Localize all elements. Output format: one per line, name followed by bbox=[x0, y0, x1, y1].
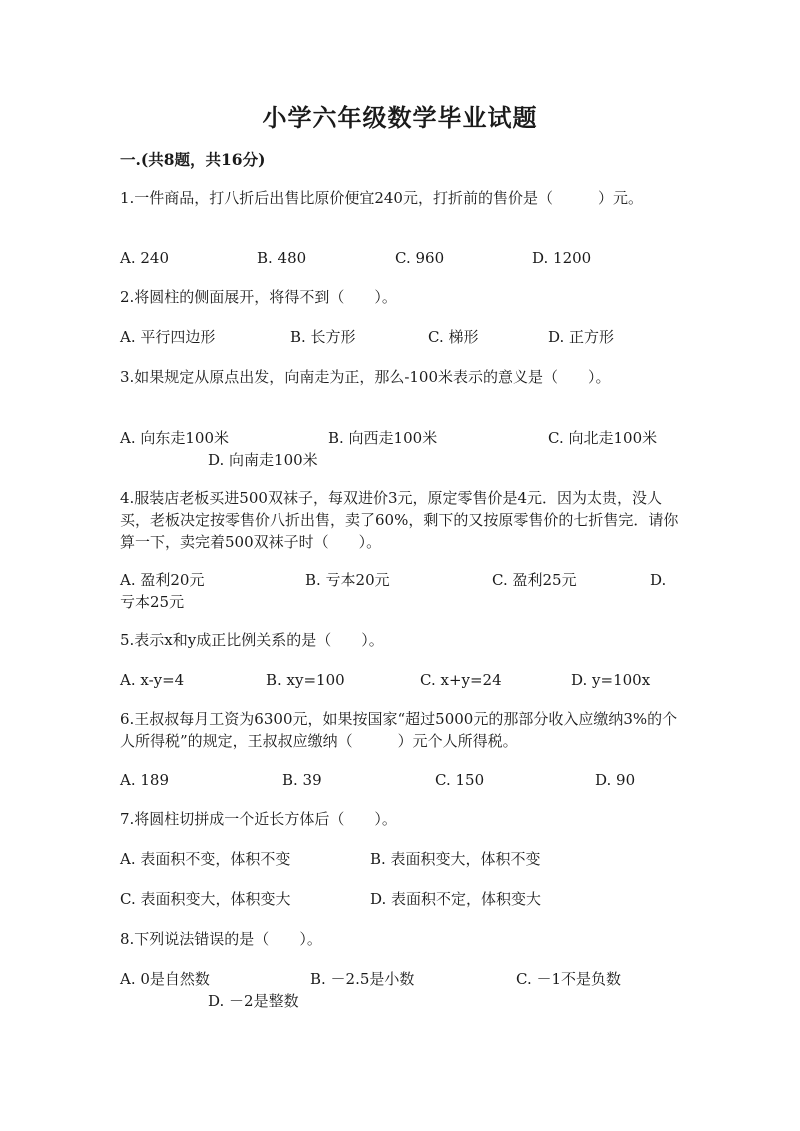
options-q1 bbox=[120, 247, 680, 269]
question-5: 5.表示x和y成正比例关系的是（ ）。 bbox=[120, 631, 384, 649]
option-a[interactable]: A. 表面积不变，体积不变 bbox=[120, 850, 291, 868]
option-b[interactable]: B. 向西走100米 bbox=[328, 429, 438, 447]
option-d[interactable]: D. y=100x bbox=[571, 671, 651, 689]
option-b[interactable]: B. xy=100 bbox=[266, 671, 345, 689]
option-d[interactable]: D. 表面积不定，体积变大 bbox=[370, 890, 542, 908]
options-q7-row1 bbox=[120, 848, 680, 870]
question-4: 4.服装店老板买进500双袜子，每双进价3元，原定零售价是4元．因为太贵，没人买，老板决定按零售价八折出售，卖了60%，剩下的又按原零售价的七折售完．请你算一下，卖完着500双袜子时（ ）。 bbox=[120, 489, 679, 551]
option-b[interactable]: B. －2.5是小数 bbox=[310, 970, 415, 988]
options-q3 bbox=[120, 427, 680, 449]
option-d-label[interactable]: D. bbox=[650, 571, 667, 589]
option-c[interactable]: C. 盈利25元 bbox=[492, 571, 577, 589]
option-a[interactable]: A. 平行四边形 bbox=[120, 328, 216, 346]
option-c[interactable]: C. 表面积变大，体积变大 bbox=[120, 890, 291, 908]
option-d[interactable]: D. 正方形 bbox=[548, 328, 615, 346]
question-7: 7.将圆柱切拼成一个近长方体后（ ）。 bbox=[120, 810, 397, 828]
option-c[interactable]: C. 向北走100米 bbox=[548, 429, 658, 447]
option-c[interactable]: C. 150 bbox=[435, 771, 485, 789]
option-b[interactable]: B. 480 bbox=[257, 249, 307, 267]
option-d[interactable]: D. 向南走100米 bbox=[208, 451, 318, 469]
question-2: 2.将圆柱的侧面展开，将得不到（ ）。 bbox=[120, 288, 397, 306]
option-b[interactable]: B. 39 bbox=[282, 771, 322, 789]
option-d[interactable]: D. 90 bbox=[595, 771, 636, 789]
question-3: 3.如果规定从原点出发，向南走为正，那么-100米表示的意义是（ ）。 bbox=[120, 368, 611, 386]
option-b[interactable]: B. 长方形 bbox=[290, 328, 356, 346]
option-c[interactable]: C. 960 bbox=[395, 249, 445, 267]
option-a[interactable]: A. 盈利20元 bbox=[120, 571, 205, 589]
options-q7-row2 bbox=[120, 888, 680, 910]
options-q8 bbox=[120, 968, 680, 990]
option-d-text[interactable]: 亏本25元 bbox=[120, 593, 185, 611]
option-d[interactable]: D. －2是整数 bbox=[208, 992, 299, 1010]
options-q5 bbox=[120, 669, 680, 691]
options-q2 bbox=[120, 326, 680, 348]
page-title: 小学六年级数学毕业试题 bbox=[262, 103, 538, 132]
option-c[interactable]: C. 梯形 bbox=[428, 328, 479, 346]
option-b[interactable]: B. 亏本20元 bbox=[305, 571, 390, 589]
option-a[interactable]: A. 240 bbox=[120, 249, 169, 267]
options-q6 bbox=[120, 769, 680, 791]
option-c[interactable]: C. －1不是负数 bbox=[516, 970, 622, 988]
option-d[interactable]: D. 1200 bbox=[532, 249, 592, 267]
question-8: 8.下列说法错误的是（ ）。 bbox=[120, 930, 322, 948]
option-a[interactable]: A. 0是自然数 bbox=[120, 970, 210, 988]
option-a[interactable]: A. 189 bbox=[120, 771, 169, 789]
question-6: 6.王叔叔每月工资为6300元，如果按国家“超过5000元的那部分收入应缴纳3%的个人所得税”的规定，王叔叔应缴纳（ ）元个人所得税。 bbox=[120, 710, 678, 750]
option-a[interactable]: A. 向东走100米 bbox=[120, 429, 229, 447]
question-1: 1.一件商品，打八折后出售比原价便宜240元，打折前的售价是（ ）元。 bbox=[120, 189, 643, 207]
option-b[interactable]: B. 表面积变大，体积不变 bbox=[370, 850, 541, 868]
option-a[interactable]: A. x-y=4 bbox=[120, 671, 185, 689]
section-heading: 一.(共8题，共16分) bbox=[120, 150, 266, 169]
option-c[interactable]: C. x+y=24 bbox=[420, 671, 502, 689]
options-q4 bbox=[120, 569, 680, 591]
